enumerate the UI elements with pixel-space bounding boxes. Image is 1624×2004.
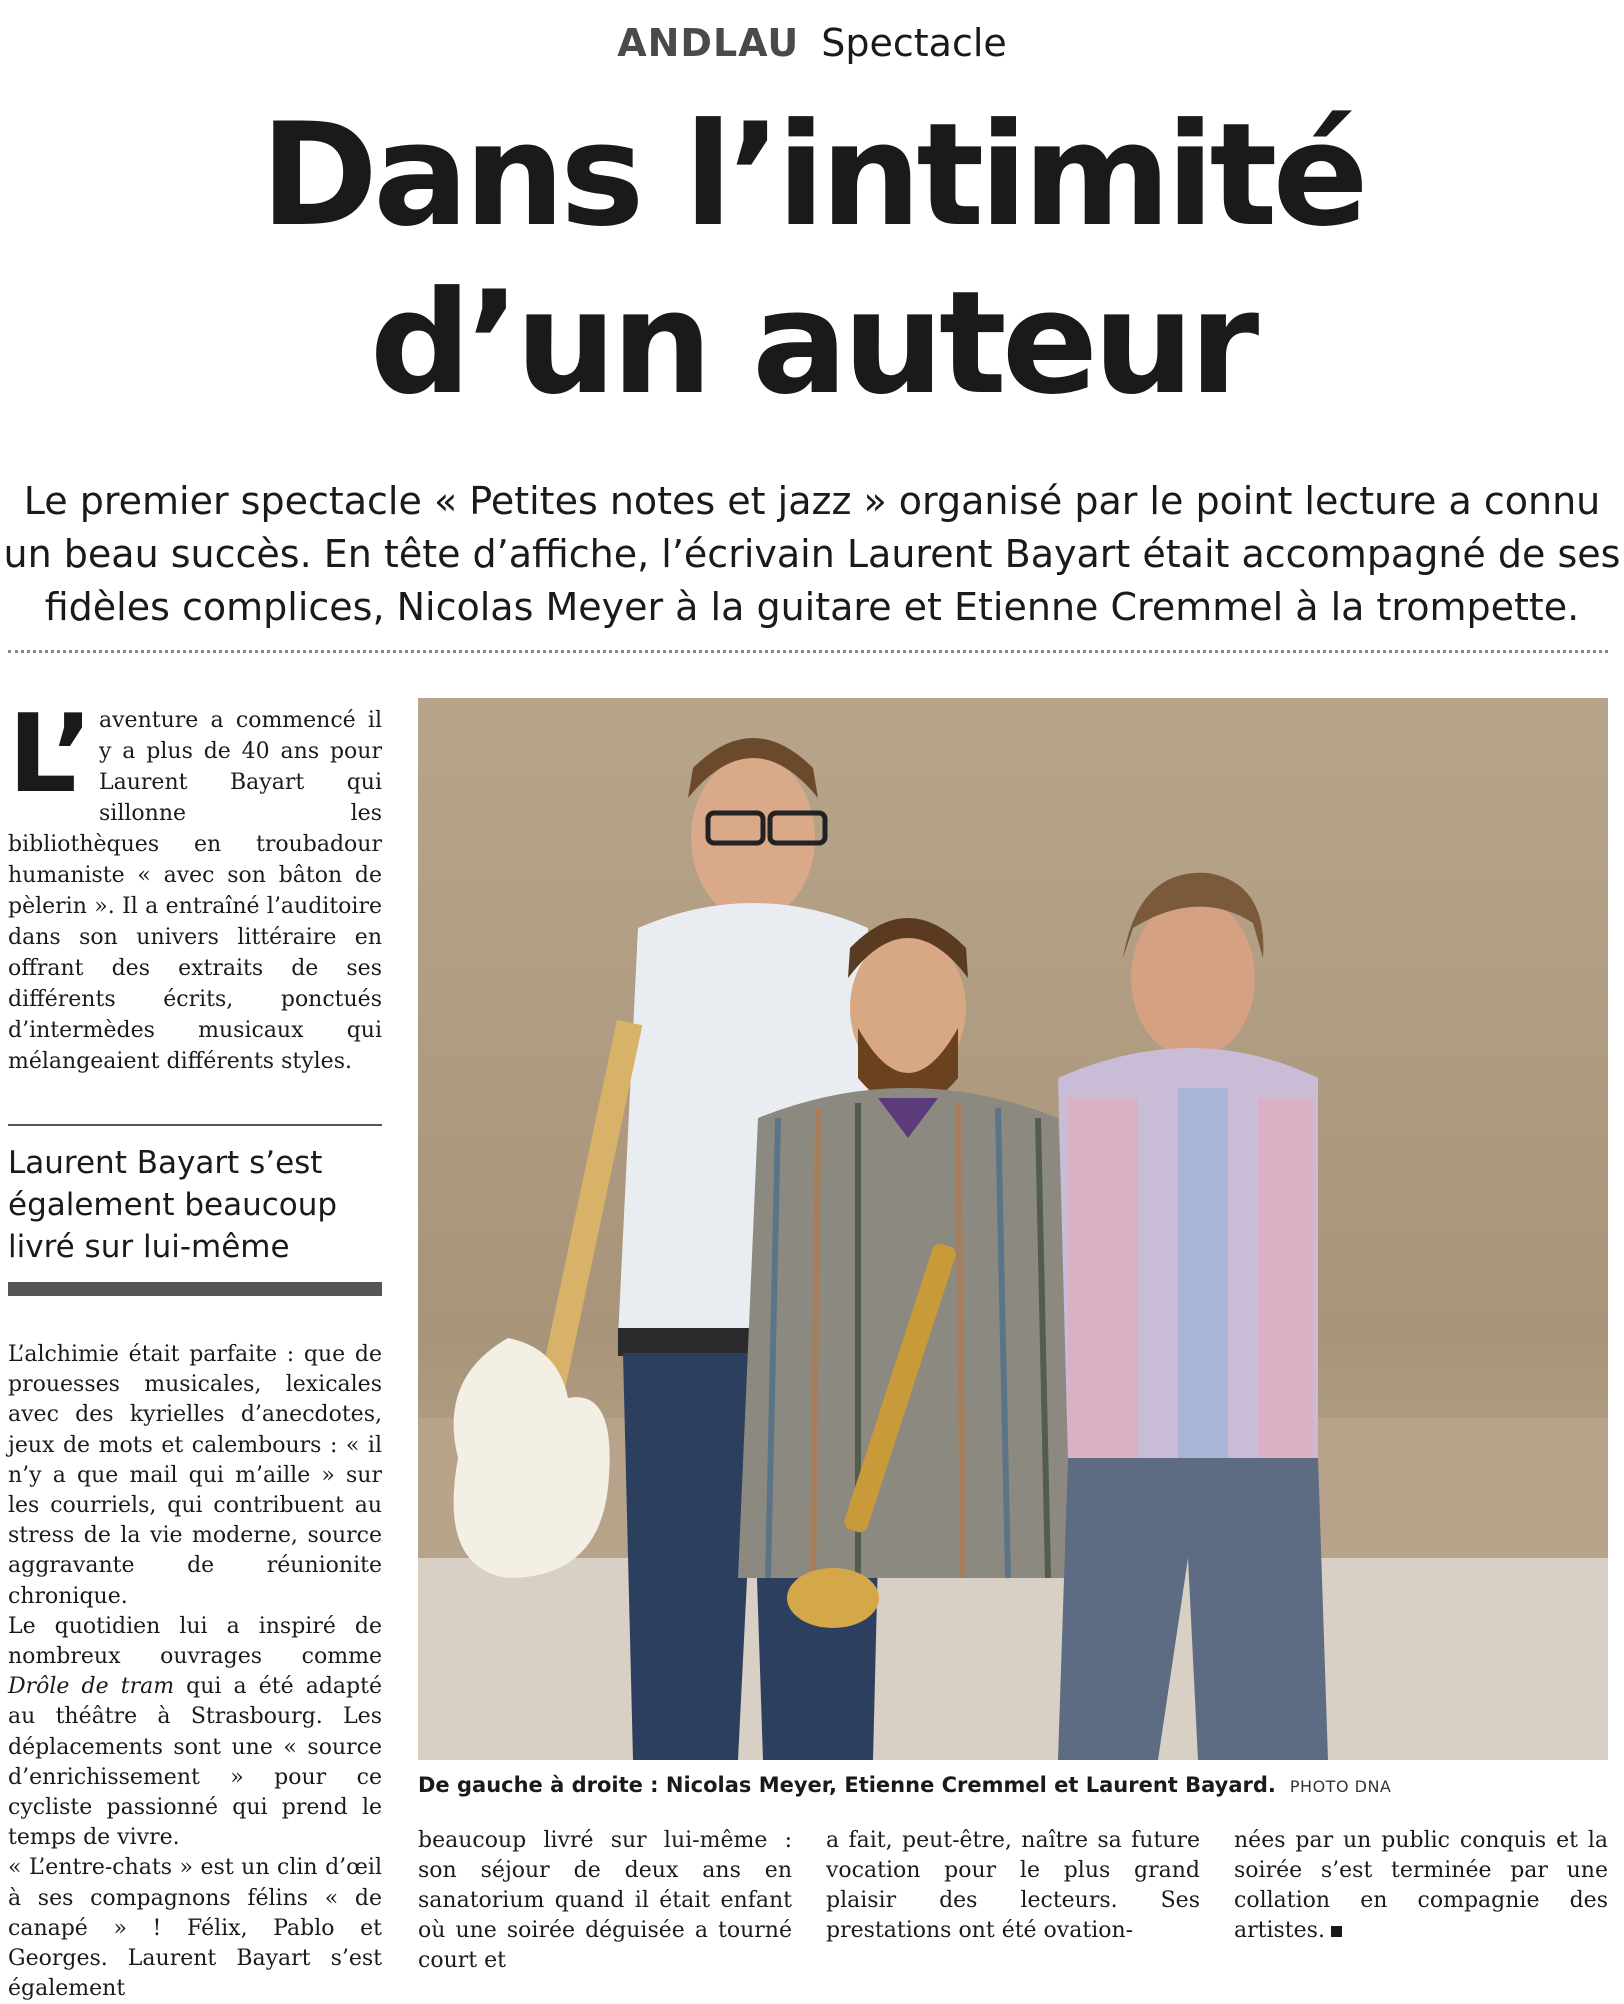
dropcap: L’: [8, 692, 94, 817]
kicker-location: ANDLAU: [617, 21, 800, 65]
standfirst: [0, 475, 1624, 634]
photo-caption: [418, 1770, 1608, 1802]
body-column-4: [1234, 1826, 1608, 1946]
body-column-1: [8, 1340, 382, 2004]
photo-credit: PHOTO DNA: [1289, 1777, 1392, 1796]
headline-line-2: d’un auteur: [369, 261, 1255, 426]
body-column-2: [418, 1826, 792, 1976]
standfirst-line-2: un beau succès. En tête d’affiche, l’écrivain Laurent Bayart était accompagné de ses: [3, 532, 1621, 576]
kicker-category: Spectacle: [821, 21, 1007, 65]
book-title: Drôle de tram: [8, 1674, 175, 1700]
body-column-2-text: beaucoup livré sur lui-même : son séjour de deux ans en sanatorium quand il était enfant où une soirée déguisée a tourné court et: [418, 1828, 792, 1973]
body-column-4-paragraph: [1234, 1826, 1608, 1946]
body-column-3: [826, 1826, 1200, 1946]
subhead-rule-top: [8, 1124, 382, 1126]
dotted-divider: [8, 650, 1608, 653]
headline: [0, 92, 1624, 428]
photo: [418, 698, 1608, 1760]
end-mark: [1331, 1926, 1342, 1937]
photo-illustration: [418, 698, 1608, 1760]
stage: [418, 1558, 1608, 1760]
intro-column: [8, 692, 382, 1077]
headline-line-1: Dans l’intimité: [260, 93, 1364, 258]
intro-paragraph: aventure a commencé il y a plus de 40 ans pour Laurent Bayart qui sillonne les bibliothèques en troubadour humaniste « avec son bâton de pèlerin ». Il a entraîné l’auditoire dans son univers littéraire en offrant des extraits de ses différents écrits, ponctués d’intermèdes musicaux qui mélangeaient différents styles.: [8, 708, 382, 1074]
body-paragraph-3: [8, 1612, 382, 1854]
body-column-4-text: nées par un public conquis et la soirée s’est terminée par une collation en compagnie des artistes.: [1234, 1828, 1608, 1943]
body-paragraph-4: « L’entre-chats » est un clin d’œil à ses compagnons félins « de canapé » ! Félix, Pablo et Georges. Laurent Bayart s’est également: [8, 1855, 382, 2002]
subhead-rule-bottom: [8, 1282, 382, 1296]
standfirst-line-1: Le premier spectacle « Petites notes et jazz » organisé par le point lecture a connu: [23, 479, 1601, 523]
body-paragraph-2: L’alchimie était parfaite : que de prouesses musicales, lexicales avec des kyrielles d’anecdotes, jeux de mots et calembours : « il n’y a que mail qui m’aille » sur les courriels, qui contribuent au stress de la vie moderne, source aggravante de réunionite chronique.: [8, 1342, 382, 1609]
caption-text: De gauche à droite : Nicolas Meyer, Etienne Cremmel et Laurent Bayard.: [418, 1773, 1276, 1797]
person-right: [1058, 873, 1328, 1760]
subhead-block: [8, 1124, 382, 1296]
p3-end: qui a été adapté au théâtre à Strasbourg. Les déplacements sont une « source d’enrichissement » pour ce cycliste passionné qui prend le temps de vivre.: [8, 1674, 382, 1851]
body-column-3-text: a fait, peut-être, naître sa future vocation pour le plus grand plaisir des lecteurs. Ses prestations ont été ovation-: [826, 1828, 1200, 1943]
kicker: [0, 18, 1624, 68]
standfirst-line-3: fidèles complices, Nicolas Meyer à la guitare et Etienne Cremmel à la trompette.: [44, 585, 1580, 629]
subhead: Laurent Bayart s’est également beaucoup livré sur lui-même: [8, 1145, 338, 1265]
p3-start: Le quotidien lui a inspiré de nombreux ouvrages comme: [8, 1613, 382, 1670]
